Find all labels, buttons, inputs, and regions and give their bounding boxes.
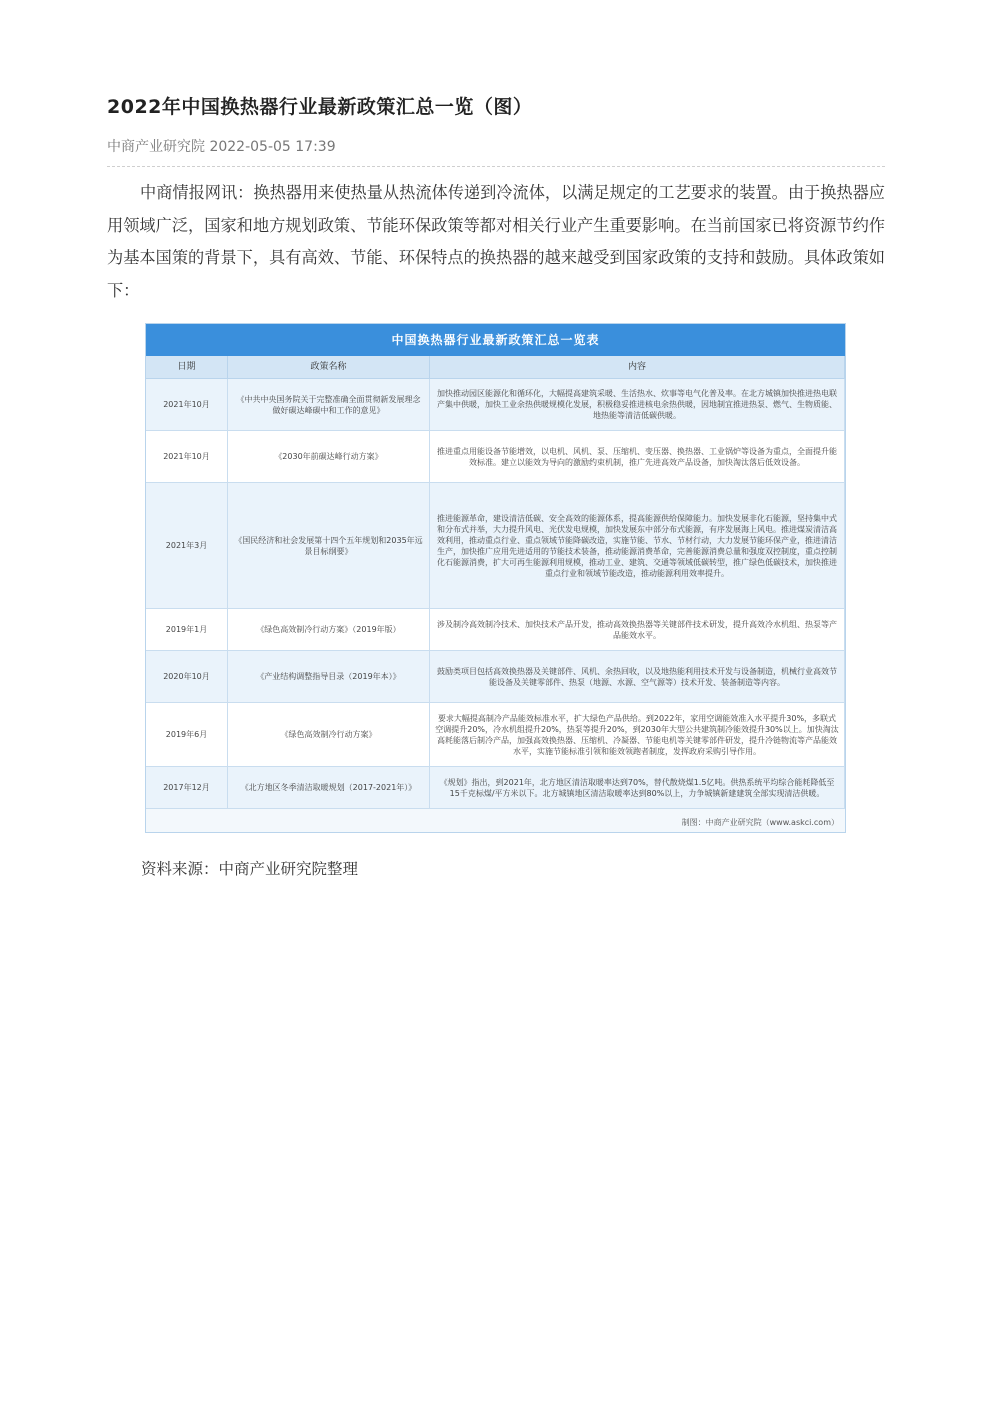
article-title: 2022年中国换热器行业最新政策汇总一览（图） — [107, 96, 533, 118]
table-row — [146, 431, 845, 483]
row-name: 《中共中央国务院关于完整准确全面贯彻新发展理念做好碳达峰碳中和工作的意见》 — [228, 379, 430, 430]
table-row — [146, 483, 845, 609]
table-row — [146, 609, 845, 651]
row-name: 《产业结构调整指导目录（2019年本）》 — [228, 651, 430, 702]
row-content: 《规划》指出，到2021年，北方地区清洁取暖率达到70%，替代散烧煤1.5亿吨。供热系统平均综合能耗降低至15千克标煤/平方米以下。北方城镇地区清洁取暖率达到80%以上，力争城镇新建建筑全部实现清洁供暖。 — [430, 767, 845, 808]
header-content: 内容 — [430, 356, 845, 378]
header-date: 日期 — [146, 356, 228, 378]
divider — [107, 166, 885, 167]
table-footer: 制图：中商产业研究院（www.askci.com） — [681, 818, 839, 827]
table-body — [146, 379, 845, 809]
row-name: 《国民经济和社会发展第十四个五年规划和2035年远景目标纲要》 — [228, 483, 430, 608]
table-row — [146, 379, 845, 431]
row-date: 2017年12月 — [146, 767, 228, 808]
row-date: 2020年10月 — [146, 651, 228, 702]
row-content: 涉及制冷高效制冷技术、加快技术产品开发，推动高效换热器等关键部件技术研发，提升高效冷水机组、热泵等产品能效水平。 — [430, 609, 845, 650]
table-header — [146, 356, 845, 379]
header-name: 政策名称 — [228, 356, 430, 378]
table-title: 中国换热器行业最新政策汇总一览表 — [146, 324, 845, 356]
row-name: 《绿色高效制冷行动方案》 — [228, 703, 430, 766]
row-name: 《绿色高效制冷行动方案》（2019年版） — [228, 609, 430, 650]
row-date: 2021年10月 — [146, 431, 228, 482]
source-note: 资料来源：中商产业研究院整理 — [141, 860, 359, 878]
row-content: 推进能源革命，建设清洁低碳、安全高效的能源体系，提高能源供给保障能力。加快发展非化石能源，坚持集中式和分布式并举，大力提升风电、光伏发电规模，加快发展东中部分布式能源，有序发展海上风电。推进煤炭清洁高效利用，推动重点行业、重点领域节能降碳改造，实施节能、节水、节材行动，大力发展节能环保产业，推进清洁生产，加快推广应用先进适用的节能技术装备，推动能源消费革命，完善能源消费总量和强度双控制度，重点控制化石能源消费，扩大可再生能源利用规模，推动工业、建筑、交通等领域低碳转型，推广绿色低碳技术，加快推进重点行业和领域节能改造，推动能源利用效率提升。 — [430, 483, 845, 608]
row-date: 2021年10月 — [146, 379, 228, 430]
table-row — [146, 703, 845, 767]
row-content: 加快推动园区能源化和循环化，大幅提高建筑采暖、生活热水、炊事等电气化普及率。在北方城镇加快推进热电联产集中供暖，加快工业余热供暖规模化发展，积极稳妥推进核电余热供暖，因地制宜推进热泵、燃气、生物质能、地热能等清洁低碳供暖。 — [430, 379, 845, 430]
row-date: 2019年6月 — [146, 703, 228, 766]
row-content: 要求大幅提高制冷产品能效标准水平，扩大绿色产品供给。到2022年，家用空调能效准入水平提升30%，多联式空调提升20%，冷水机组提升20%，热泵等提升20%，到2030年大型公共建筑制冷能效提升30%以上。加快淘汰高耗能落后制冷产品，加强高效换热器、压缩机、冷凝器、节能电机等关键零部件研发，提升冷链物流等产品能效水平，实施节能标准引领和能效领跑者制度，发挥政府采购引导作用。 — [430, 703, 845, 766]
policy-table-image — [145, 323, 846, 833]
row-name: 《2030年前碳达峰行动方案》 — [228, 431, 430, 482]
row-content: 推进重点用能设备节能增效，以电机、风机、泵、压缩机、变压器、换热器、工业锅炉等设备为重点，全面提升能效标准。建立以能效为导向的激励约束机制，推广先进高效产品设备，加快淘汰落后低效设备。 — [430, 431, 845, 482]
row-date: 2019年1月 — [146, 609, 228, 650]
table-row — [146, 651, 845, 703]
article-meta: 中商产业研究院 2022-05-05 17:39 — [107, 139, 336, 155]
row-date: 2021年3月 — [146, 483, 228, 608]
article-paragraph: 中商情报网讯：换热器用来使热量从热流体传递到冷流体，以满足规定的工艺要求的装置。由于换热器应用领域广泛，国家和地方规划政策、节能环保政策等都对相关行业产生重要影响。在当前国家已将资源节约作为基本国策的背景下，具有高效、节能、环保特点的换热器的越来越受到国家政策的支持和鼓励。具体政策如下： — [107, 183, 885, 300]
table-row — [146, 767, 845, 809]
row-content: 鼓励类项目包括高效换热器及关键部件、风机、余热回收，以及地热能利用技术开发与设备制造，机械行业高效节能设备及关键零部件、热泵（地源、水源、空气源等）技术开发、装备制造等内容。 — [430, 651, 845, 702]
row-name: 《北方地区冬季清洁取暖规划（2017-2021年）》 — [228, 767, 430, 808]
